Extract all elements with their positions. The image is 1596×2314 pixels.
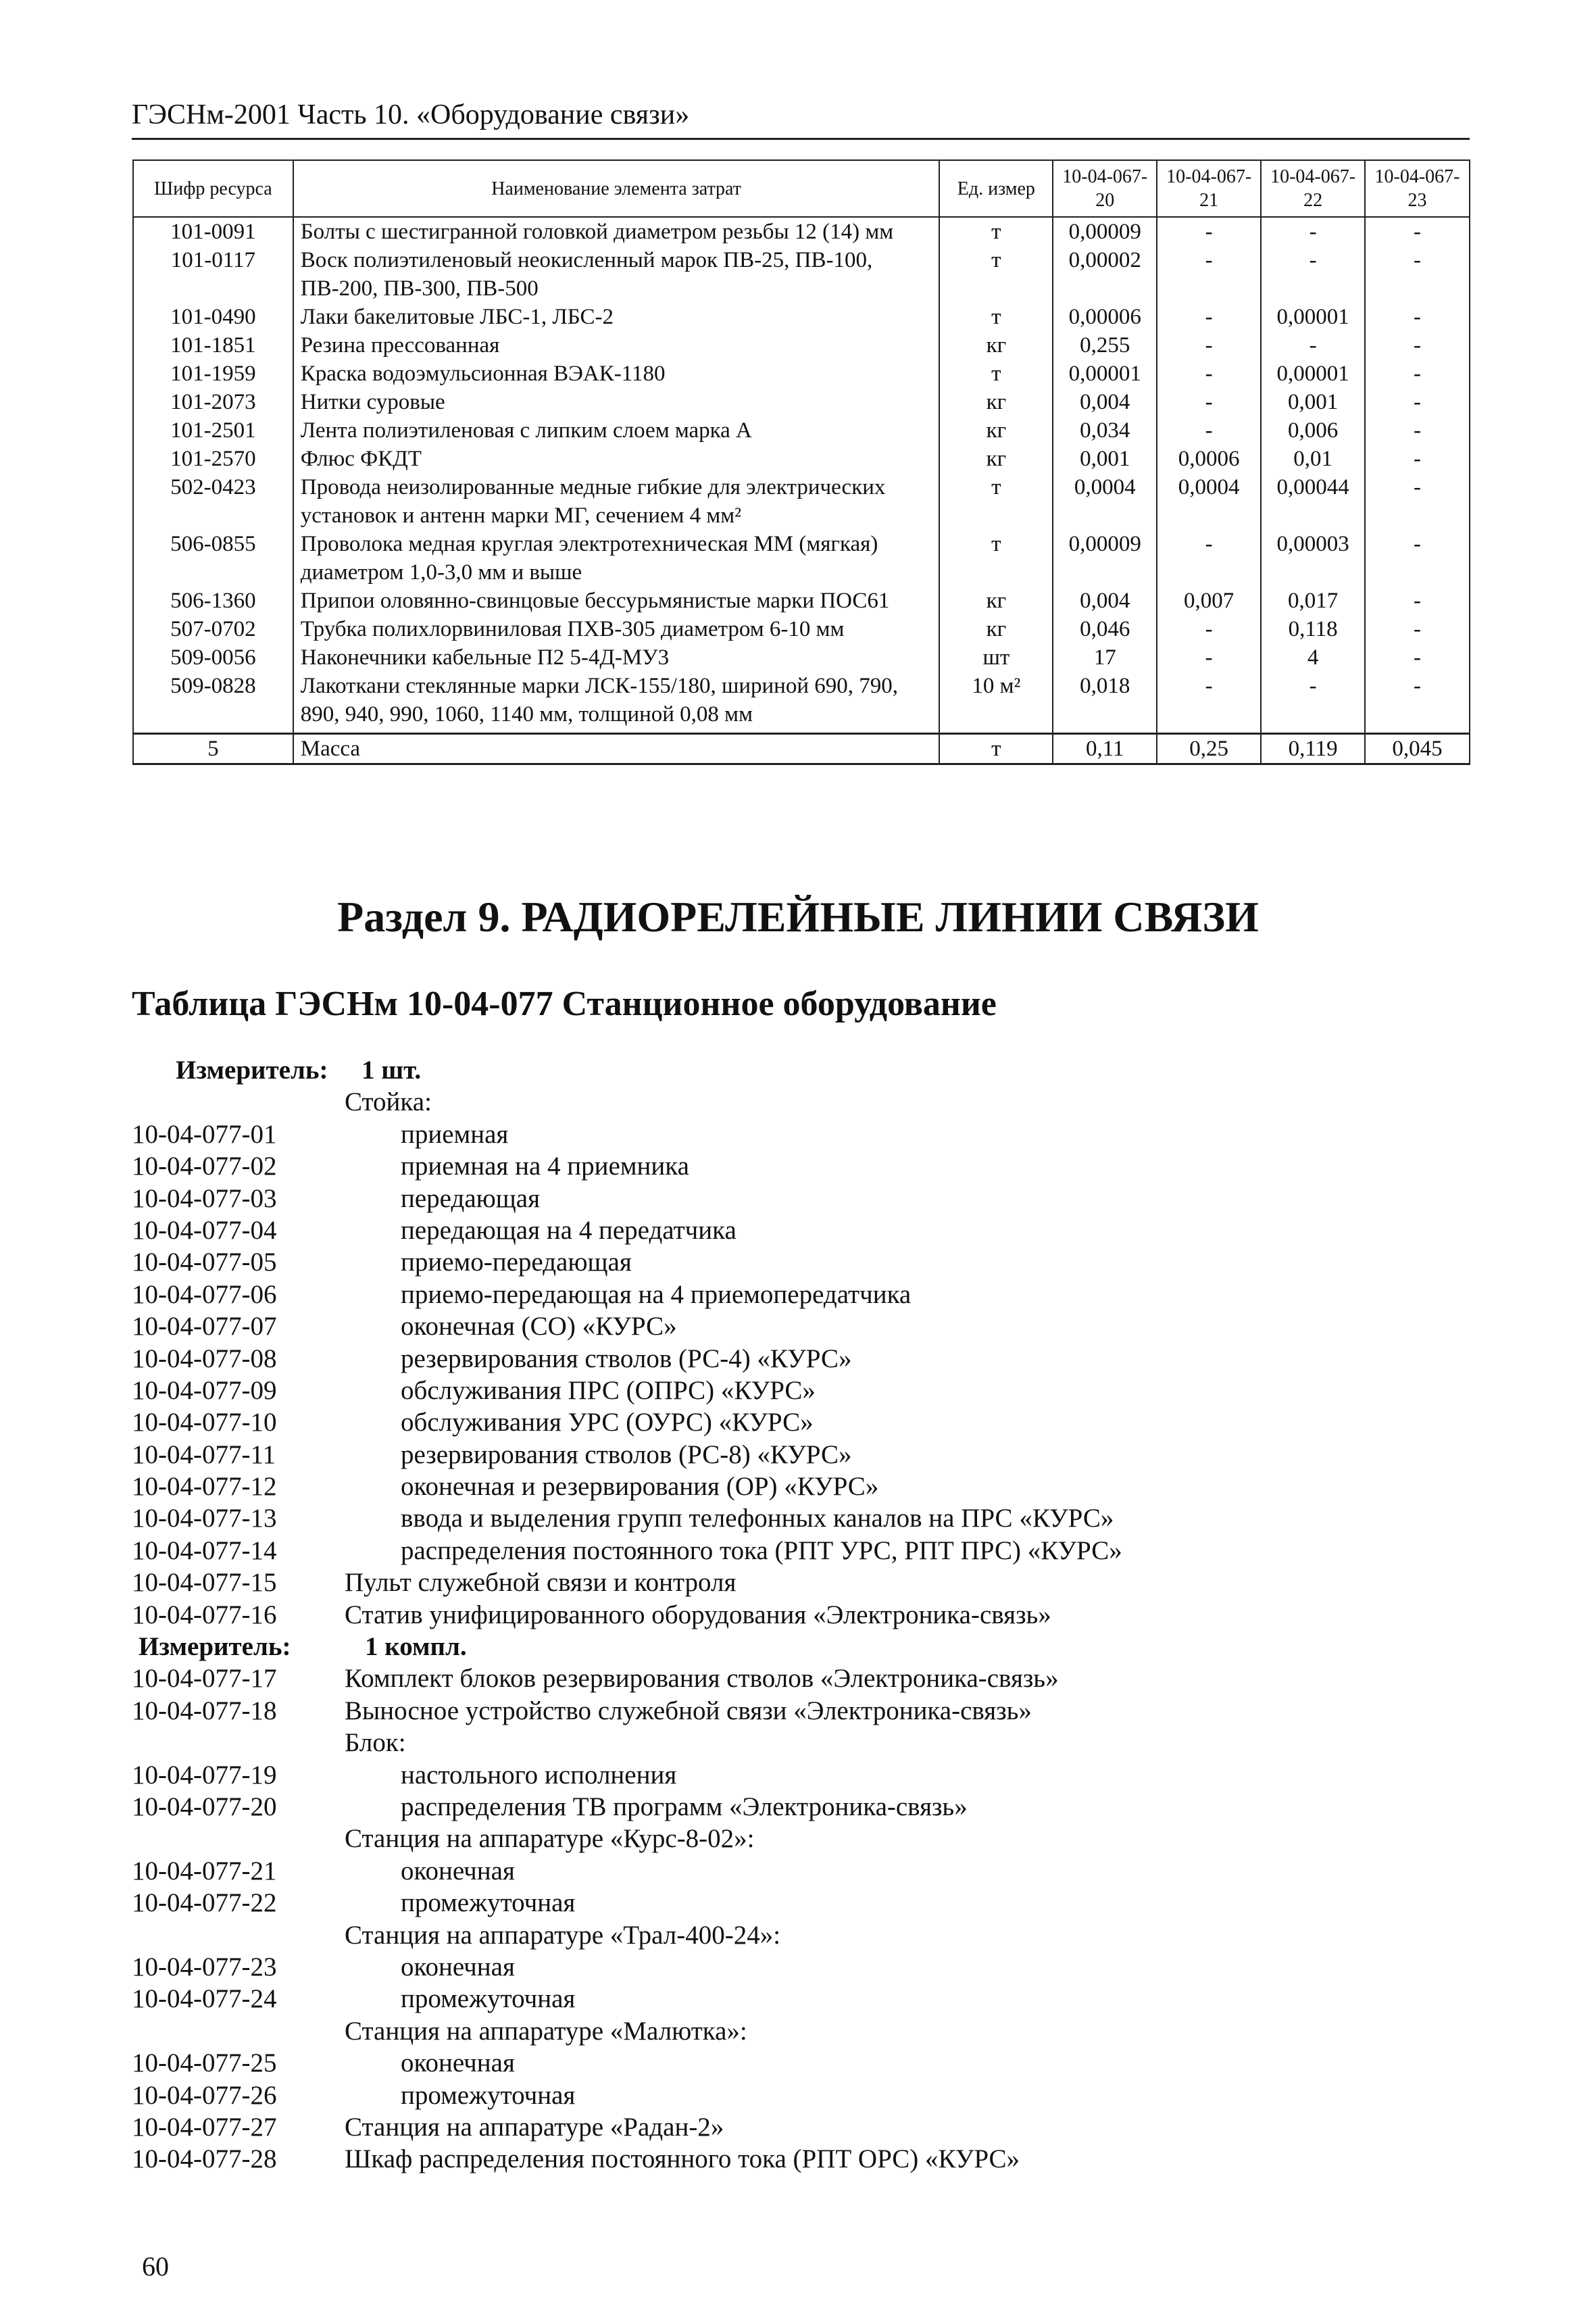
norm-code: 10-04-077-23 (132, 1952, 277, 1981)
value-cell: - (1365, 530, 1470, 587)
resource-table-header (133, 160, 1470, 217)
meter-value: 1 компл. (365, 1632, 467, 1662)
norm-code: 10-04-077-12 (132, 1472, 277, 1502)
table-row (133, 672, 1470, 734)
list-item (132, 1150, 1449, 1182)
value-cell: 0,00006 (1053, 303, 1157, 331)
value-cell: 0,045 (1365, 734, 1470, 764)
meter-label: Измеритель: (176, 1056, 328, 1085)
norm-code: 10-04-077-27 (132, 2112, 277, 2142)
norm-code: 10-04-077-01 (132, 1119, 277, 1149)
resource-name-cell: Нитки суровые (293, 388, 940, 416)
norm-code: 10-04-077-05 (132, 1248, 277, 1277)
table-row-total (133, 734, 1470, 764)
norm-name: распределения ТВ программ «Электроника-связь» (401, 1792, 968, 1821)
resource-name-cell: Проволока медная круглая электротехническая ММ (мягкая) диаметром 1,0-3,0 мм и выше (293, 530, 940, 587)
value-cell: - (1261, 246, 1365, 303)
resource-name-cell: Лаки бакелитовые ЛБС-1, ЛБС-2 (293, 303, 940, 331)
norm-code: 10-04-077-19 (132, 1760, 277, 1790)
list-item (132, 1951, 1449, 1983)
list-item (132, 1471, 1449, 1502)
norm-code: 10-04-077-03 (132, 1183, 277, 1213)
list-item (132, 1214, 1449, 1246)
norm-name: промежуточная (401, 1984, 576, 2014)
resource-code-cell: 506-0855 (133, 530, 293, 587)
resource-code-cell: 101-2501 (133, 416, 293, 445)
norm-code: 10-04-077-08 (132, 1344, 277, 1373)
norm-code: 10-04-077-09 (132, 1375, 277, 1405)
resource-code-cell: 101-1959 (133, 360, 293, 388)
resource-code-cell: 101-2073 (133, 388, 293, 416)
unit-cell: кг (939, 445, 1053, 473)
resource-code-cell: 5 (133, 734, 293, 764)
list-item (132, 1535, 1449, 1567)
resource-name-cell: Наконечники кабельные П2 5-4Д-МУ3 (293, 643, 940, 672)
unit-cell: 10 м² (939, 672, 1053, 734)
value-cell: - (1365, 416, 1470, 445)
list-item (132, 1375, 1449, 1406)
table-row (133, 303, 1470, 331)
value-cell: - (1157, 331, 1261, 360)
header-rule (132, 138, 1470, 140)
section-title: Раздел 9. РАДИОРЕЛЕЙНЫЕ ЛИНИИ СВЯЗИ (337, 893, 1259, 941)
list-item (132, 2047, 1449, 2079)
list-item (132, 1279, 1449, 1310)
value-cell: - (1365, 615, 1470, 643)
resource-code-cell: 101-0490 (133, 303, 293, 331)
norm-name: передающая на 4 передатчика (401, 1215, 737, 1245)
list-item (132, 1663, 1449, 1694)
list-item (132, 2143, 1449, 2175)
resource-name-cell: Флюс ФКДТ (293, 445, 940, 473)
list-item (132, 1183, 1449, 1214)
unit-cell: т (939, 217, 1053, 246)
value-cell: 0,046 (1053, 615, 1157, 643)
norm-name: Шкаф распределения постоянного тока (РПТ ОРС) «КУРС» (345, 2144, 1020, 2174)
norm-code: 10-04-077-11 (132, 1439, 276, 1469)
norm-name: приемо-передающая (401, 1248, 632, 1277)
list-item (132, 1855, 1449, 1887)
value-cell: - (1365, 303, 1470, 331)
list-item (132, 1887, 1449, 1919)
norm-code: 10-04-077-15 (132, 1568, 277, 1598)
unit-cell: кг (939, 587, 1053, 615)
norm-code: 10-04-077-26 (132, 2080, 277, 2110)
value-cell: - (1365, 246, 1470, 303)
value-cell: 0,00001 (1053, 360, 1157, 388)
norm-name: Комплект блоков резервирования стволов «Электроника-связь» (345, 1664, 1059, 1694)
norm-code: 10-04-077-24 (132, 1984, 277, 2014)
value-cell: - (1365, 445, 1470, 473)
resource-name-cell: Провода неизолированные медные гибкие для электрических установок и антенн марки МГ, сечением 4 мм² (293, 473, 940, 530)
value-cell: 0,006 (1261, 416, 1365, 445)
list-item (132, 1759, 1449, 1791)
unit-cell: т (939, 303, 1053, 331)
norm-name: промежуточная (401, 1888, 576, 1918)
norm-name: приемо-передающая на 4 приемопередатчика (401, 1279, 912, 1309)
norm-name: оконечная (401, 2048, 515, 2078)
column-header: 10-04-067-20 (1053, 160, 1157, 217)
resource-code-cell: 509-0828 (133, 672, 293, 734)
norm-code: 10-04-077-06 (132, 1279, 277, 1309)
value-cell: 0,018 (1053, 672, 1157, 734)
group-heading: Станция на аппаратуре «Малютка»: (345, 2016, 747, 2046)
value-cell: - (1157, 388, 1261, 416)
list-item (132, 1823, 1449, 1854)
norm-code: 10-04-077-17 (132, 1664, 277, 1694)
value-cell: 0,001 (1053, 445, 1157, 473)
norm-name: передающая (401, 1183, 541, 1213)
norm-name: Станция на аппаратуре «Радан-2» (345, 2112, 724, 2142)
table-row (133, 473, 1470, 530)
resource-table-body (133, 217, 1470, 764)
value-cell: 0,00009 (1053, 530, 1157, 587)
list-item (132, 1599, 1449, 1631)
value-cell: - (1157, 246, 1261, 303)
resource-name-cell: Болты с шестигранной головкой диаметром резьбы 12 (14) мм (293, 217, 940, 246)
value-cell: 0,017 (1261, 587, 1365, 615)
norm-code: 10-04-077-04 (132, 1215, 277, 1245)
value-cell: - (1365, 331, 1470, 360)
value-cell: - (1261, 217, 1365, 246)
list-item (132, 1343, 1449, 1375)
value-cell: 0,004 (1053, 587, 1157, 615)
value-cell: - (1157, 615, 1261, 643)
value-cell: - (1157, 217, 1261, 246)
value-cell: - (1157, 360, 1261, 388)
norm-name: настольного исполнения (401, 1760, 677, 1790)
list-item (132, 1310, 1449, 1342)
table-row (133, 416, 1470, 445)
resource-code-cell: 101-1851 (133, 331, 293, 360)
list-item (132, 1631, 1449, 1663)
unit-cell: т (939, 360, 1053, 388)
page-number: 60 (142, 2251, 169, 2282)
value-cell: - (1157, 303, 1261, 331)
table-title: Таблица ГЭСНм 10-04-077 Станционное оборудование (132, 985, 997, 1023)
value-cell: 0,00002 (1053, 246, 1157, 303)
unit-cell: т (939, 246, 1053, 303)
value-cell: 0,00001 (1261, 360, 1365, 388)
column-header: 10-04-067-21 (1157, 160, 1261, 217)
unit-cell: т (939, 530, 1053, 587)
norm-name: резервирования стволов (РС-8) «КУРС» (401, 1439, 852, 1469)
norm-name: резервирования стволов (РС-4) «КУРС» (401, 1344, 852, 1373)
norm-code: 10-04-077-28 (132, 2144, 277, 2174)
value-cell: 0,255 (1053, 331, 1157, 360)
norm-code: 10-04-077-25 (132, 2048, 277, 2078)
list-item (132, 1406, 1449, 1438)
norm-name: обслуживания ПРС (ОПРС) «КУРС» (401, 1375, 816, 1405)
norm-code: 10-04-077-10 (132, 1408, 277, 1437)
norm-name: Статив унифицированного оборудования «Электроника-связь» (345, 1600, 1051, 1629)
value-cell: - (1365, 388, 1470, 416)
unit-cell: кг (939, 416, 1053, 445)
resource-code-cell: 507-0702 (133, 615, 293, 643)
value-cell: 0,25 (1157, 734, 1261, 764)
list-item (132, 1983, 1449, 2015)
resource-name-cell: Припои оловянно-свинцовые бессурьмянистые марки ПОС61 (293, 587, 940, 615)
value-cell: - (1157, 672, 1261, 734)
value-cell: 17 (1053, 643, 1157, 672)
resource-code-cell: 101-2570 (133, 445, 293, 473)
meter-label: Измеритель: (139, 1632, 291, 1662)
norm-name: приемная (401, 1119, 509, 1149)
list-item (132, 1919, 1449, 1951)
resource-code-cell: 101-0091 (133, 217, 293, 246)
value-cell: 0,0004 (1053, 473, 1157, 530)
list-item (132, 2015, 1449, 2047)
resource-name-cell: Масса (293, 734, 940, 764)
value-cell: - (1157, 643, 1261, 672)
unit-cell: т (939, 734, 1053, 764)
norm-name: Выносное устройство служебной связи «Электроника-связь» (345, 1696, 1032, 1725)
norm-name: приемная на 4 приемника (401, 1152, 689, 1181)
list-item (132, 1567, 1449, 1598)
value-cell: 0,00003 (1261, 530, 1365, 587)
norm-name: оконечная (СО) «КУРС» (401, 1312, 677, 1341)
norm-name: оконечная (401, 1856, 515, 1886)
list-item (132, 1502, 1449, 1534)
resource-name-cell: Резина прессованная (293, 331, 940, 360)
column-header: 10-04-067-22 (1261, 160, 1365, 217)
table-row (133, 615, 1470, 643)
group-heading: Станция на аппаратуре «Трал-400-24»: (345, 1920, 781, 1950)
resource-code-cell: 509-0056 (133, 643, 293, 672)
value-cell: - (1157, 416, 1261, 445)
value-cell: - (1365, 360, 1470, 388)
unit-cell: кг (939, 331, 1053, 360)
norm-name: распределения постоянного тока (РПТ УРС, РПТ ПРС) «КУРС» (401, 1535, 1122, 1565)
table-row (133, 587, 1470, 615)
value-cell: 0,119 (1261, 734, 1365, 764)
list-item (132, 1439, 1449, 1471)
value-cell: 0,00009 (1053, 217, 1157, 246)
group-heading: Станция на аппаратуре «Курс-8-02»: (345, 1824, 755, 1854)
table-row (133, 530, 1470, 587)
value-cell: 0,001 (1261, 388, 1365, 416)
list-item (132, 1246, 1449, 1278)
norm-name: оконечная и резервирования (ОР) «КУРС» (401, 1472, 879, 1502)
value-cell: - (1261, 672, 1365, 734)
value-cell: 0,007 (1157, 587, 1261, 615)
value-cell: 0,11 (1053, 734, 1157, 764)
norm-code: 10-04-077-16 (132, 1600, 277, 1629)
table-row (133, 331, 1470, 360)
list-item (132, 2079, 1449, 2111)
list-item (132, 1054, 1449, 1086)
column-header: Шифр ресурса (133, 160, 293, 217)
value-cell: 0,00044 (1261, 473, 1365, 530)
value-cell: - (1365, 672, 1470, 734)
table-row (133, 445, 1470, 473)
value-cell: 0,0006 (1157, 445, 1261, 473)
resource-name-cell: Лакоткани стеклянные марки ЛСК-155/180, шириной 690, 790, 890, 940, 990, 1060, 1140 мм, толщиной 0,08 мм (293, 672, 940, 734)
resource-table (132, 159, 1470, 765)
norm-code: 10-04-077-22 (132, 1888, 277, 1918)
resource-name-cell: Лента полиэтиленовая с липким слоем марка А (293, 416, 940, 445)
value-cell: 0,01 (1261, 445, 1365, 473)
norm-name: оконечная (401, 1952, 515, 1981)
norm-name: промежуточная (401, 2080, 576, 2110)
running-header: ГЭСНм-2001 Часть 10. «Оборудование связи» (132, 99, 690, 130)
table-row (133, 388, 1470, 416)
resource-name-cell: Воск полиэтиленовый неокисленный марок ПВ-25, ПВ-100, ПВ-200, ПВ-300, ПВ-500 (293, 246, 940, 303)
norm-code: 10-04-077-20 (132, 1792, 277, 1821)
table-row (133, 360, 1470, 388)
meter-value: 1 шт. (361, 1056, 422, 1085)
table-row (133, 643, 1470, 672)
list-item (132, 1791, 1449, 1823)
norm-code: 10-04-077-13 (132, 1504, 277, 1533)
norm-code: 10-04-077-02 (132, 1152, 277, 1181)
norm-name: Пульт служебной связи и контроля (345, 1568, 737, 1598)
norm-code: 10-04-077-07 (132, 1312, 277, 1341)
value-cell: 0,00001 (1261, 303, 1365, 331)
norm-items-list (132, 1054, 1449, 2175)
norm-code: 10-04-077-18 (132, 1696, 277, 1725)
value-cell: 0,004 (1053, 388, 1157, 416)
column-header: 10-04-067-23 (1365, 160, 1470, 217)
value-cell: - (1261, 331, 1365, 360)
unit-cell: т (939, 473, 1053, 530)
list-item (132, 1727, 1449, 1758)
resource-code-cell: 506-1360 (133, 587, 293, 615)
unit-cell: шт (939, 643, 1053, 672)
resource-code-cell: 502-0423 (133, 473, 293, 530)
list-item (132, 1695, 1449, 1727)
resource-name-cell: Краска водоэмульсионная ВЭАК-1180 (293, 360, 940, 388)
value-cell: - (1365, 587, 1470, 615)
value-cell: - (1157, 530, 1261, 587)
value-cell: 4 (1261, 643, 1365, 672)
table-row (133, 246, 1470, 303)
norm-name: ввода и выделения групп телефонных каналов на ПРС «КУРС» (401, 1504, 1114, 1533)
unit-cell: кг (939, 615, 1053, 643)
group-heading: Стойка: (345, 1087, 432, 1117)
value-cell: - (1365, 473, 1470, 530)
list-item (132, 1086, 1449, 1118)
value-cell: - (1365, 217, 1470, 246)
group-heading: Блок: (345, 1728, 406, 1758)
resource-name-cell: Трубка полихлорвиниловая ПХВ-305 диаметром 6-10 мм (293, 615, 940, 643)
norm-code: 10-04-077-14 (132, 1535, 277, 1565)
value-cell: 0,0004 (1157, 473, 1261, 530)
column-header: Ед. измер (939, 160, 1053, 217)
value-cell: 0,118 (1261, 615, 1365, 643)
list-item (132, 2111, 1449, 2143)
list-item (132, 1118, 1449, 1150)
column-header: Наименование элемента затрат (293, 160, 940, 217)
value-cell: 0,034 (1053, 416, 1157, 445)
unit-cell: кг (939, 388, 1053, 416)
table-row (133, 217, 1470, 246)
norm-code: 10-04-077-21 (132, 1856, 277, 1886)
resource-code-cell: 101-0117 (133, 246, 293, 303)
value-cell: - (1365, 643, 1470, 672)
norm-name: обслуживания УРС (ОУРС) «КУРС» (401, 1408, 814, 1437)
